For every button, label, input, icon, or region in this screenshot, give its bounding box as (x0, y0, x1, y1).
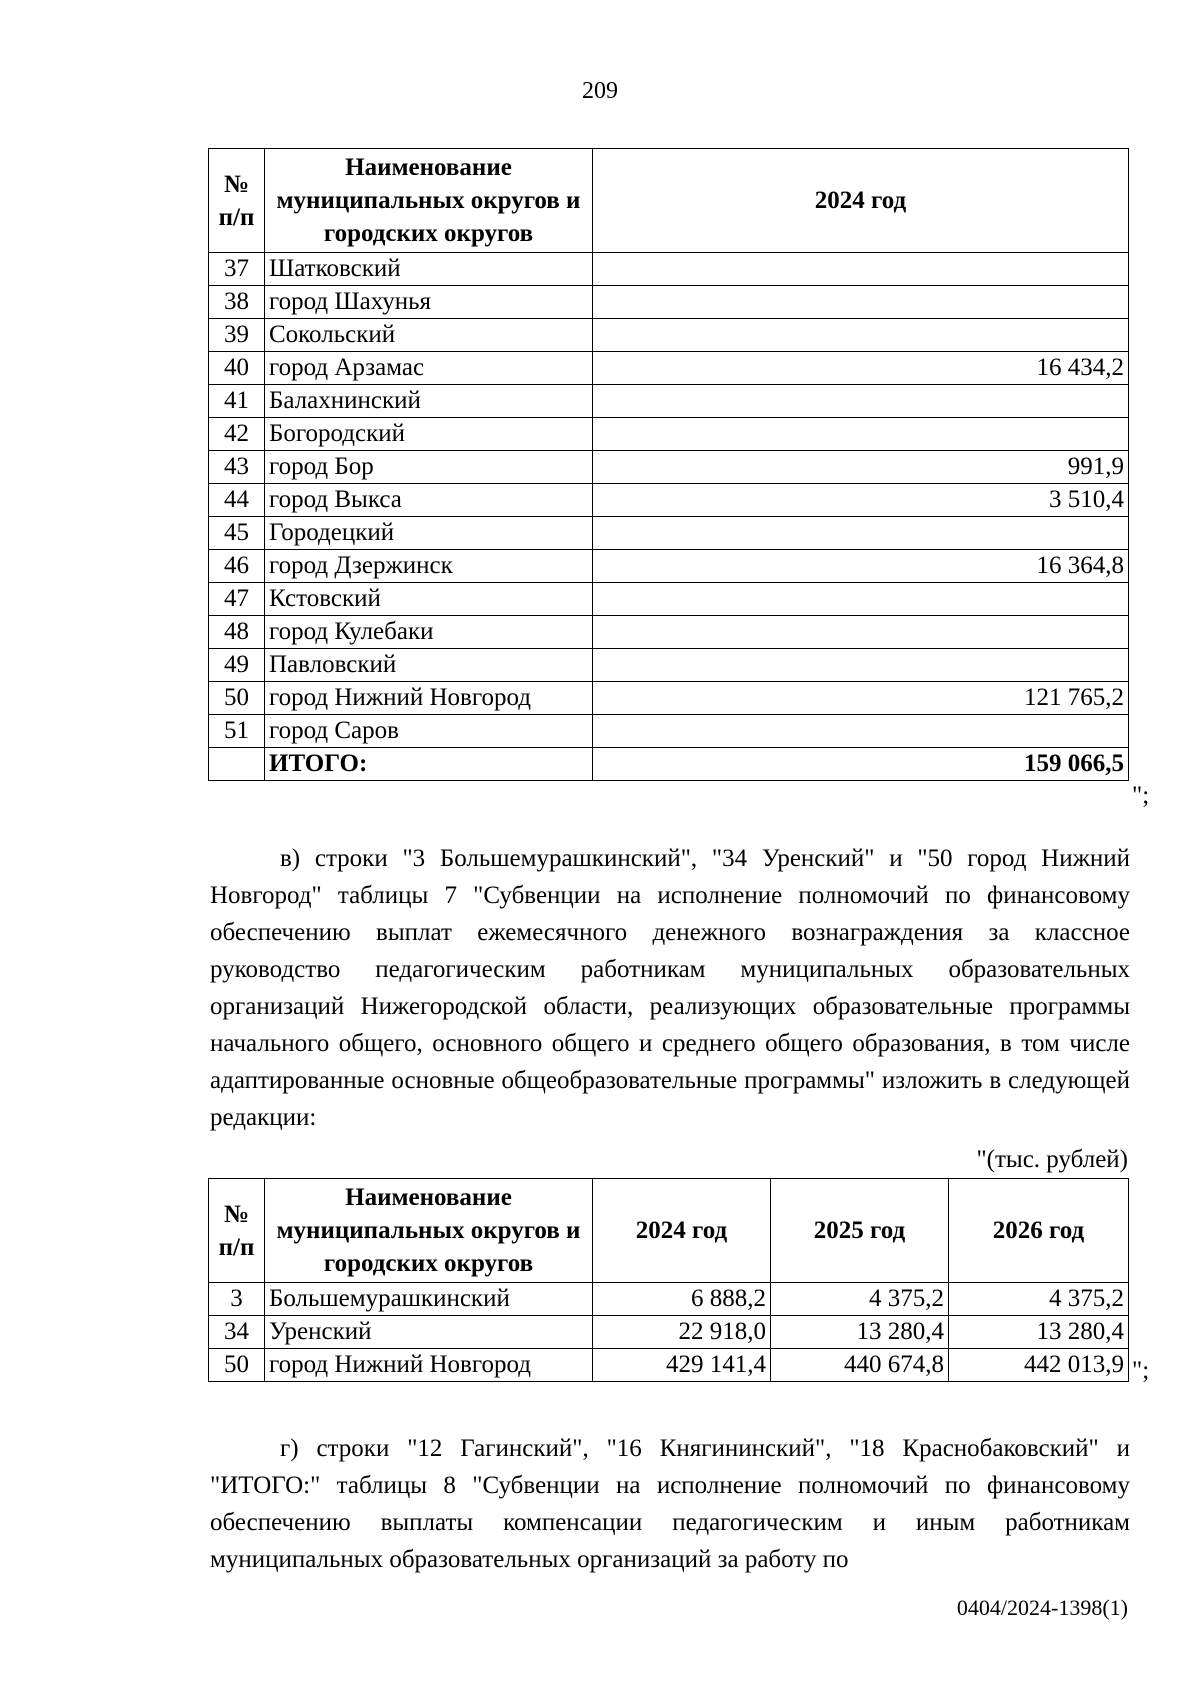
value-2024: 6 888,2 (593, 1283, 771, 1316)
municipality-name: город Выкса (265, 484, 593, 517)
municipality-name: город Нижний Новгород (265, 682, 593, 715)
subsidy-table-2024 (208, 148, 1129, 781)
table-row (209, 253, 1129, 286)
municipality-name: город Нижний Новгород (265, 1349, 593, 1382)
value-2026: 442 013,9 (949, 1349, 1129, 1382)
value-2024: 16 434,2 (593, 352, 1129, 385)
table-row (209, 1316, 1129, 1349)
value-2024: 22 918,0 (593, 1316, 771, 1349)
total-value-2024: 159 066,5 (593, 748, 1129, 781)
row-number: 46 (209, 550, 265, 583)
municipality-name: Большемурашкинский (265, 1283, 593, 1316)
value-2024 (593, 583, 1129, 616)
value-2024 (593, 715, 1129, 748)
municipality-name: город Саров (265, 715, 593, 748)
header-year-2025: 2025 год (771, 1179, 949, 1283)
table-row (209, 451, 1129, 484)
table-header-row (209, 1179, 1129, 1283)
row-number: 38 (209, 286, 265, 319)
municipality-name: город Арзамас (265, 352, 593, 385)
row-number: 50 (209, 1349, 265, 1382)
value-2024 (593, 253, 1129, 286)
header-year-2026: 2026 год (949, 1179, 1129, 1283)
value-2024 (593, 418, 1129, 451)
value-2024: 429 141,4 (593, 1349, 771, 1382)
table-row (209, 484, 1129, 517)
municipality-name: город Шахунья (265, 286, 593, 319)
value-2024: 16 364,8 (593, 550, 1129, 583)
row-number: 47 (209, 583, 265, 616)
header-number: № п/п (209, 149, 265, 253)
municipality-name: Кстовский (265, 583, 593, 616)
value-2025: 13 280,4 (771, 1316, 949, 1349)
table-row (209, 682, 1129, 715)
header-municipality-name: Наименование муниципальных округов и городских округов (265, 1179, 593, 1283)
row-number: 3 (209, 1283, 265, 1316)
table-row (209, 583, 1129, 616)
value-2025: 4 375,2 (771, 1283, 949, 1316)
table-row (209, 1283, 1129, 1316)
closing-quote: "; (1132, 782, 1150, 809)
row-number: 48 (209, 616, 265, 649)
value-2024: 991,9 (593, 451, 1129, 484)
row-number: 50 (209, 682, 265, 715)
value-2024 (593, 616, 1129, 649)
municipality-name: город Кулебаки (265, 616, 593, 649)
value-2024 (593, 286, 1129, 319)
row-number: 42 (209, 418, 265, 451)
value-2025: 440 674,8 (771, 1349, 949, 1382)
table-row (209, 319, 1129, 352)
value-2024: 121 765,2 (593, 682, 1129, 715)
municipality-name: Богородский (265, 418, 593, 451)
table-row (209, 550, 1129, 583)
table-row (209, 715, 1129, 748)
row-number: 40 (209, 352, 265, 385)
table-body (209, 1283, 1129, 1382)
row-number: 51 (209, 715, 265, 748)
row-number: 39 (209, 319, 265, 352)
subsidy-table-2024-2026 (208, 1178, 1129, 1382)
total-row (209, 748, 1129, 781)
paragraph-v: в) строки "3 Большемурашкинский", "34 Уренский" и "50 город Нижний Новгород" таблицы 7 "Субвенции на исполнение полномочий по финансовому обеспечению выплат ежемесячного денежного вознаграждения за классное руководство педагогическим работникам муниципальных образовательных организаций Нижегородской области, реализующих образовательные программы начального общего, основного общего и среднего общего образования, в том числе адаптированные основные общеобразовательные программы" изложить в следующей редакции: (210, 845, 1130, 1131)
municipality-name: город Бор (265, 451, 593, 484)
row-number: 34 (209, 1316, 265, 1349)
row-number: 49 (209, 649, 265, 682)
table-row (209, 517, 1129, 550)
value-2024: 3 510,4 (593, 484, 1129, 517)
row-number: 41 (209, 385, 265, 418)
municipality-name: Уренский (265, 1316, 593, 1349)
page-number: 209 (582, 78, 618, 104)
row-number: 45 (209, 517, 265, 550)
table-row (209, 385, 1129, 418)
municipality-name: Городецкий (265, 517, 593, 550)
table-row (209, 616, 1129, 649)
municipality-name: Шатковский (265, 253, 593, 286)
row-number: 37 (209, 253, 265, 286)
table-body (209, 253, 1129, 781)
municipality-name: Сокольский (265, 319, 593, 352)
row-number: 43 (209, 451, 265, 484)
table-row (209, 352, 1129, 385)
value-2024 (593, 649, 1129, 682)
value-2026: 13 280,4 (949, 1316, 1129, 1349)
municipality-name: Балахнинский (265, 385, 593, 418)
header-year-2024: 2024 год (593, 1179, 771, 1283)
table-row (209, 418, 1129, 451)
value-2026: 4 375,2 (949, 1283, 1129, 1316)
unit-label: "(тыс. рублей) (976, 1146, 1128, 1173)
header-year-2024: 2024 год (593, 149, 1129, 253)
municipality-name: Павловский (265, 649, 593, 682)
table-header-row (209, 149, 1129, 253)
table-row (209, 286, 1129, 319)
header-municipality-name: Наименование муниципальных округов и городских округов (265, 149, 593, 253)
municipality-name: город Дзержинск (265, 550, 593, 583)
empty-cell (209, 748, 265, 781)
total-label: ИТОГО: (265, 748, 593, 781)
closing-quote: "; (1132, 1357, 1150, 1384)
paragraph-g: г) строки "12 Гагинский", "16 Княгининский", "18 Краснобаковский" и "ИТОГО:" таблицы 8 "Субвенции на исполнение полномочий по финансовому обеспечению выплаты компенсации педагогическим и иным работникам муниципальных образовательных организаций за работу по (210, 1435, 1130, 1573)
row-number: 44 (209, 484, 265, 517)
value-2024 (593, 385, 1129, 418)
table-row (209, 649, 1129, 682)
value-2024 (593, 319, 1129, 352)
header-number: № п/п (209, 1179, 265, 1283)
value-2024 (593, 517, 1129, 550)
document-code: 0404/2024-1398(1) (956, 1595, 1128, 1620)
table-row (209, 1349, 1129, 1382)
